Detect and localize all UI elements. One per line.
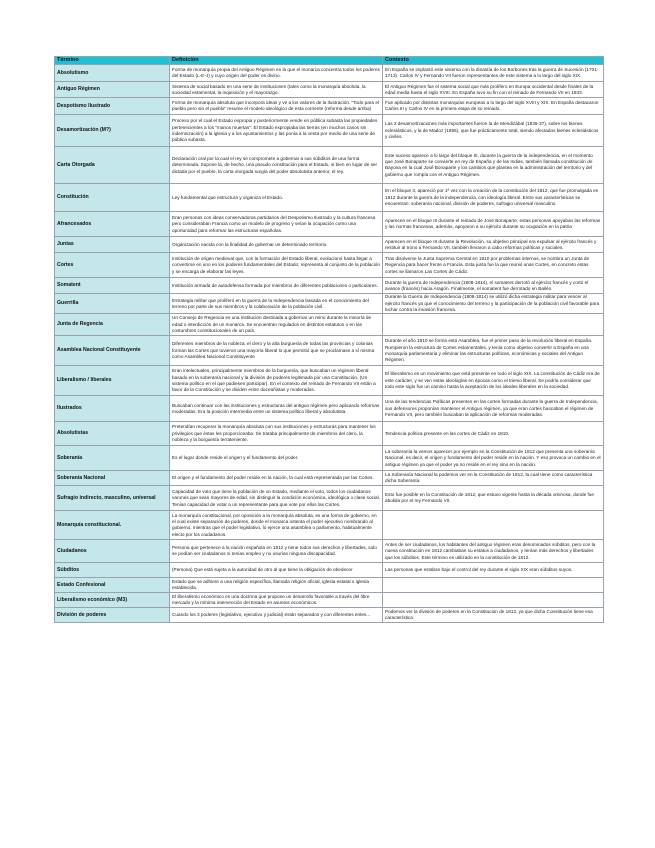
term-cell[interactable]: Juntas [55, 237, 170, 253]
table-row [55, 563, 604, 578]
definition-cell[interactable]: Eran intelectuales, principalmente miembros de la burguesía, que buscaban un régimen liberal basado en la soberanía nacional y la división de poderes legitimada por una Constitución. (Un sistema político en el que pudiesen participar). En el contexto del reinado de Fernando VII están a favor de la Constitución y se dividen entre doceañistas y moderados. [170, 366, 383, 396]
table-row [55, 396, 604, 422]
context-cell[interactable]: En el bloque 3, apareció por 1ª vez con la creación de la constitución del 1812, que fue promulgada en 1812 durante la guerra de la independencia, con ideología liberal. Entre sus características se encuentran: soberanía nacional, división de poderes, sufragio universal masculino [383, 184, 604, 212]
spreadsheet [54, 56, 603, 623]
table-row [55, 147, 604, 184]
definition-cell[interactable]: Es el lugar donde reside el origen y el fundamento del poder. [170, 446, 383, 471]
definition-cell[interactable]: (Persona) Que está sujeta a la autoridad de otro al que tiene la obligación de obedecer [170, 563, 383, 578]
definition-cell[interactable]: Institución armada de autodefensa formada por miembros de diferentes poblaciones o particulares. [170, 278, 383, 294]
context-cell[interactable]: Tendencia política presente en las cortes de Cádiz en 1810. [383, 422, 604, 446]
definition-cell[interactable]: Capacidad de voto que tiene la población de un Estado, mediante el voto, todos los ciudadanos varones que sean mayores de edad, sin distinguir la condición económica, ideológica o clase social. Tenían capacidad de votar a un representante para que vote por ellos las Cortes. [170, 486, 383, 511]
term-cell[interactable]: División de poderes [55, 608, 170, 623]
term-cell[interactable]: Sufragio indirecto, masculino, universal [55, 486, 170, 511]
definition-cell[interactable]: El origen y el fundamento del poder reside en la nación, la cual está representada por las Cortes. [170, 471, 383, 486]
term-cell[interactable]: Súbditos [55, 563, 170, 578]
header-definition[interactable]: Definición [170, 57, 383, 65]
context-cell[interactable]: Durante la guerra de Independencia (1808-1814), el somatent derrotó al ejército francés y cortó el avance (francés) hacia Aragón. Finalmente, el somatent fue derrotado en Bailén. [383, 278, 604, 294]
definition-cell[interactable]: Diferentes miembros de la nobleza, el clero y la alta burguesía de todas las provincias y colonias forman las Cortes que tuvieron una mayoría liberal lo que permitió que se proclamase a sí misma como Asamblea Nacional Constituyente [170, 336, 383, 366]
table-row [55, 578, 604, 593]
context-cell[interactable]: Esto fue posible en la Constitución de 1812, que estuvo vigente hasta la década ominosa, donde fue abolida por el rey Fernando VII. [383, 486, 604, 511]
context-cell[interactable]: Aparecen en el bloque III durante el reinado de José Bonaparte, estas personas apoyaban las reformas y las normas francesas, además, apoyaron a su ejército durante su ocupación en la patria [383, 212, 604, 237]
definition-cell[interactable]: Estado que se adhiere a una religión específica, llamada religión oficial, iglesia estatal o iglesia establecida. [170, 578, 383, 593]
term-cell[interactable]: Afrancesados [55, 212, 170, 237]
definition-cell[interactable]: El liberalismo económico es una doctrina que propone un desarrollo favorable a través del libre mercado y la mínima intervención del Estado en asuntos económicos. [170, 593, 383, 608]
table-row [55, 278, 604, 294]
table-row [55, 65, 604, 82]
context-cell[interactable]: Tras disolverse la Junta Suprema Central en 1810 por problemas internos, se nombra un Junta de Regencia para hacer frente a Francia. Esta junta fue la que reunió unas Cortes, en concreto estas cortes se llamaron Las Cortes de Cádiz. [383, 253, 604, 278]
term-cell[interactable]: Antiguo Régimen [55, 82, 170, 98]
definition-cell[interactable]: Un Consejo de Regencia es una institución destinada a gobernar un reino durante la minoría de edad o interdicción de un monarca. Se encuentran regulados en distintos estatutos o en las costumbres constitucionales de un país. [170, 314, 383, 336]
term-cell[interactable]: Junta de Regencia [55, 314, 170, 336]
context-cell[interactable]: El Antiguo Régimen fue el sistema social que más prolífero en Europa occidental desde finales de la edad media hasta el siglo XVIII. En España tuvo su fin con el reinado de Fernando VII en 1833. [383, 82, 604, 98]
context-cell[interactable]: Antes de ser ciudadanos, los habitantes del antiguo régimen eran denominados súbditos, pero con la nueva constitución en 1812 cambiaban su estatus a ciudadanos, y tenían más derechos y libertades que los súbditos. Este término es utilizado en la constitución de 1812. [383, 540, 604, 563]
header-context[interactable]: Contexto [383, 57, 604, 65]
term-cell[interactable]: Soberanía Nacional [55, 471, 170, 486]
term-cell[interactable]: Asamblea Nacional Constituyente [55, 336, 170, 366]
table-row [55, 336, 604, 366]
table-row [55, 471, 604, 486]
definition-cell[interactable]: Forma de monarquía absoluta que incorpora ideas y ve a los valores de la Ilustración. "Todo para el pueblo pero sin el pueblo" resume el modelo ideológico de esta corriente (reforma desde arriba) [170, 98, 383, 115]
term-cell[interactable]: Guerrilla [55, 294, 170, 314]
context-cell[interactable]: Durante la Guerra de Independencia (1808-1814) se utilizó dicha estrategia militar para vencer al ejército francés ya que el conocimiento del terreno y la participación de la población civil favorable para luchar contra la invasión francesa. [383, 294, 604, 314]
context-cell[interactable]: La Soberanía Nacional la podemos ver en la Constitución de 1812, la cual tiene como característica dicha Soberanía. [383, 471, 604, 486]
header-term[interactable]: Término [55, 57, 170, 65]
table-row [55, 82, 604, 98]
definition-cell[interactable]: La monarquía constitucional, por oposición a la monarquía absoluta, es una forma de gobierno, en el cual existe separación de poderes, donde el monarca ostenta el poder ejecutivo nombrando al gobierno, mientras que el poder legislativo, lo ejerce una asamblea o parlamento, habitualmente electo por los ciudadanos. [170, 511, 383, 540]
context-cell[interactable]: Podemos ver la división de poderes en la Constitución de 1812, ya que dicha Constitución tiene esa característica. [383, 608, 604, 623]
table-row [55, 253, 604, 278]
term-cell[interactable]: Monarquía constitucional. [55, 511, 170, 540]
definition-cell[interactable]: Buscaban continuar con las instituciones y estructuras del antiguo régimen pero aplicando reformas moderadas. Era la posición intermedia entre un sistema político liberal y absolutista. [170, 396, 383, 422]
definition-cell[interactable]: Organización nacida con la finalidad de gobernar un determinado territorio. [170, 237, 383, 253]
table-row [55, 540, 604, 563]
table-row [55, 184, 604, 212]
definition-cell[interactable]: Institución de origen medieval que, con la formación del Estado liberal, evolucionó hasta llegar a convertirse en uno en los poderes fundamentales del Estado; representa al conjunto de la población y se encarga de elaborar las leyes. [170, 253, 383, 278]
glossary-table [54, 56, 604, 623]
term-cell[interactable]: Ciudadanos [55, 540, 170, 563]
table-row [55, 366, 604, 396]
term-cell[interactable]: Somatent [55, 278, 170, 294]
context-cell[interactable]: Las 2 desamortizaciones más importantes fueron la de Mendizábal (1836-37), sobre los bienes eclesiásticos, y la de Madoz (1855), que fue prácticamente total, siendo afectados bienes eclesiásticos y civiles. [383, 115, 604, 147]
definition-cell[interactable]: Forma de monarquía propia del Antiguo Régimen en la que el monarca concentra todos los poderes del Estado (L-E-J) y cuyo origen del poder es divino. [170, 65, 383, 82]
term-cell[interactable]: Liberalismo económico (M3) [55, 593, 170, 608]
context-cell[interactable] [383, 314, 604, 336]
term-cell[interactable]: Cortes [55, 253, 170, 278]
table-row [55, 446, 604, 471]
context-cell[interactable]: Una de las tendencias Políticas presentes en las cortes formadas durante la guerra de Independencia, sus defensores proponían mantener el Antiguo régimen, ya que eran cortes buscaban el régimen de Fernando VII, pero también buscaban la aplicación de reformas moderadas. [383, 396, 604, 422]
table-row [55, 422, 604, 446]
definition-cell[interactable]: Eran personas con ideas conservadoras partidarios del Despotismo Ilustrado y la cultura francesa pero consideraban Francia como un modelo de progreso y veían la ocupación como una oportunidad para reformar las estructuras españolas. [170, 212, 383, 237]
table-row [55, 314, 604, 336]
term-cell[interactable]: Absolutistas [55, 422, 170, 446]
table-row [55, 294, 604, 314]
context-cell[interactable]: Este suceso aparece a lo largo del bloque III, durante la guerra de la independencia, en el momento que José Bonaparte se convierte en rey de España y de las Indias, también llamada constitución de Bayona en la cual José Bonaparte y los cambios que plantea en la administración del territorio y del gobierno que rompía con el Antiguo Régimen. [383, 147, 604, 184]
definition-cell[interactable]: Estrategia militar que proliferó en la guerra de la Independencia basada en el conocimiento del terreno por parte de sus miembros y la colaboración de la población civil. [170, 294, 383, 314]
term-cell[interactable]: Absolutismo [55, 65, 170, 82]
term-cell[interactable]: Estado Confesional [55, 578, 170, 593]
context-cell[interactable]: Las personas que estaban bajo el control del rey durante el siglo XIX eran súbditos suyos. [383, 563, 604, 578]
term-cell[interactable]: Ilustrados [55, 396, 170, 422]
definition-cell[interactable]: Pretendían recuperar la monarquía absoluta con sus instituciones y estructuras para mantener los privilegios que éstas les proporcionaba. Se trataba principalmente de miembros del clero, la nobleza y la burguesía terrateniente. [170, 422, 383, 446]
context-cell[interactable] [383, 578, 604, 593]
context-cell[interactable]: Durante el año 1810 se forma esta Asamblea, fue el primer paso de la revolución liberal en España. Rompieron la estructura de Cortes estamentales, y tenía como objetivo convertir a España en una monarquía parlamentaria y eliminar las estructuras políticas, económicas y sociales del Antiguo Régimen. [383, 336, 604, 366]
definition-cell[interactable]: Persona que pertenece a la nación española en 1812 y tiene todos sus derechos y libertades, solo se podían ser ciudadanos si tenías empleo y no usurías ninguna discapacidad. [170, 540, 383, 563]
definition-cell[interactable]: Declaración oral por la cual el rey se compromete a gobernar a sus súbditos de una forma determinada. Supone la, de hecho, una pseudo constitución para el Estado, si bien en lugar de ser dictada por el pueblo, la carta otorgada surgía del poder absolutista anterior, el rey. [170, 147, 383, 184]
definition-cell[interactable]: Cuando los 3 poderes (legislativo, ejecutivo y judicial) están separados y con diferentes entes... [170, 608, 383, 623]
term-cell[interactable]: Despotismo Ilustrado [55, 98, 170, 115]
term-cell[interactable]: Desamortización (M?) [55, 115, 170, 147]
table-row [55, 212, 604, 237]
table-row [55, 486, 604, 511]
definition-cell[interactable]: Sistema de social basado en una serie de instituciones (tales como la monarquía absoluta, la sociedad estamental, la inquisición y el mayorazgo. [170, 82, 383, 98]
context-cell[interactable]: La soberanía la vemos aparecer por ejemplo en la Constitución de 1812 que presenta una soberanía Nacional, es decir, el origen y fundamento del poder reside en la nación. Y eso provoca un cambio en el antiguo régimen ya que el poder ya no reside en el rey sino en la nación. [383, 446, 604, 471]
header-row [55, 57, 604, 65]
definition-cell[interactable]: Ley fundamental que estructura y organiza el Estado. [170, 184, 383, 212]
table-row [55, 511, 604, 540]
definition-cell[interactable]: Proceso por el cual el Estado expropia y posteriormente vende en pública subasta las propiedades pertenecientes a los "manos muertas". El Estado expropiaba las tierras (en muchos casos sin indemnización) a la iglesia y a los ayuntamientos y las ponía a la venta por medio de una serie de pública subasta. [170, 115, 383, 147]
table-row [55, 98, 604, 115]
term-cell[interactable]: Carta Otorgada [55, 147, 170, 184]
table-row [55, 608, 604, 623]
context-cell[interactable]: En España se implantó este sistema con la dinastía de los Borbones tras la guerra de Sucesión (1701-1713). Carlos IV y Fernando VII fueron representantes de este sistema a lo largo del siglo XIX. [383, 65, 604, 82]
context-cell[interactable] [383, 593, 604, 608]
table-row [55, 593, 604, 608]
term-cell[interactable]: Liberalismo / liberales [55, 366, 170, 396]
table-row [55, 115, 604, 147]
context-cell[interactable]: Aparecen en el bloque III durante la Revolución, su objetivo principal era expulsar al ejército francés y restituir al trono a Fernando VII, también llevaron a cabo reformas políticas y sociales. [383, 237, 604, 253]
context-cell[interactable] [383, 511, 604, 540]
term-cell[interactable]: Soberanía [55, 446, 170, 471]
context-cell[interactable]: El liberalismo es un movimiento que está presente en todo el siglo XIX. La constitución de Cádiz era de este carácter, y se ven estas ideologías en épocas como el trienio liberal. Se podría considerar que todo este siglo fue un camino hasta la aceptación de los ideales liberales en la sociedad. [383, 366, 604, 396]
table-row [55, 237, 604, 253]
term-cell[interactable]: Constitución [55, 184, 170, 212]
context-cell[interactable]: Fue aplicado por distintas monarquías europeas a lo largo del siglo XVIII y XIX. En España destacaron Carlos III y Carlos IV en la primera etapa de su reinado. [383, 98, 604, 115]
